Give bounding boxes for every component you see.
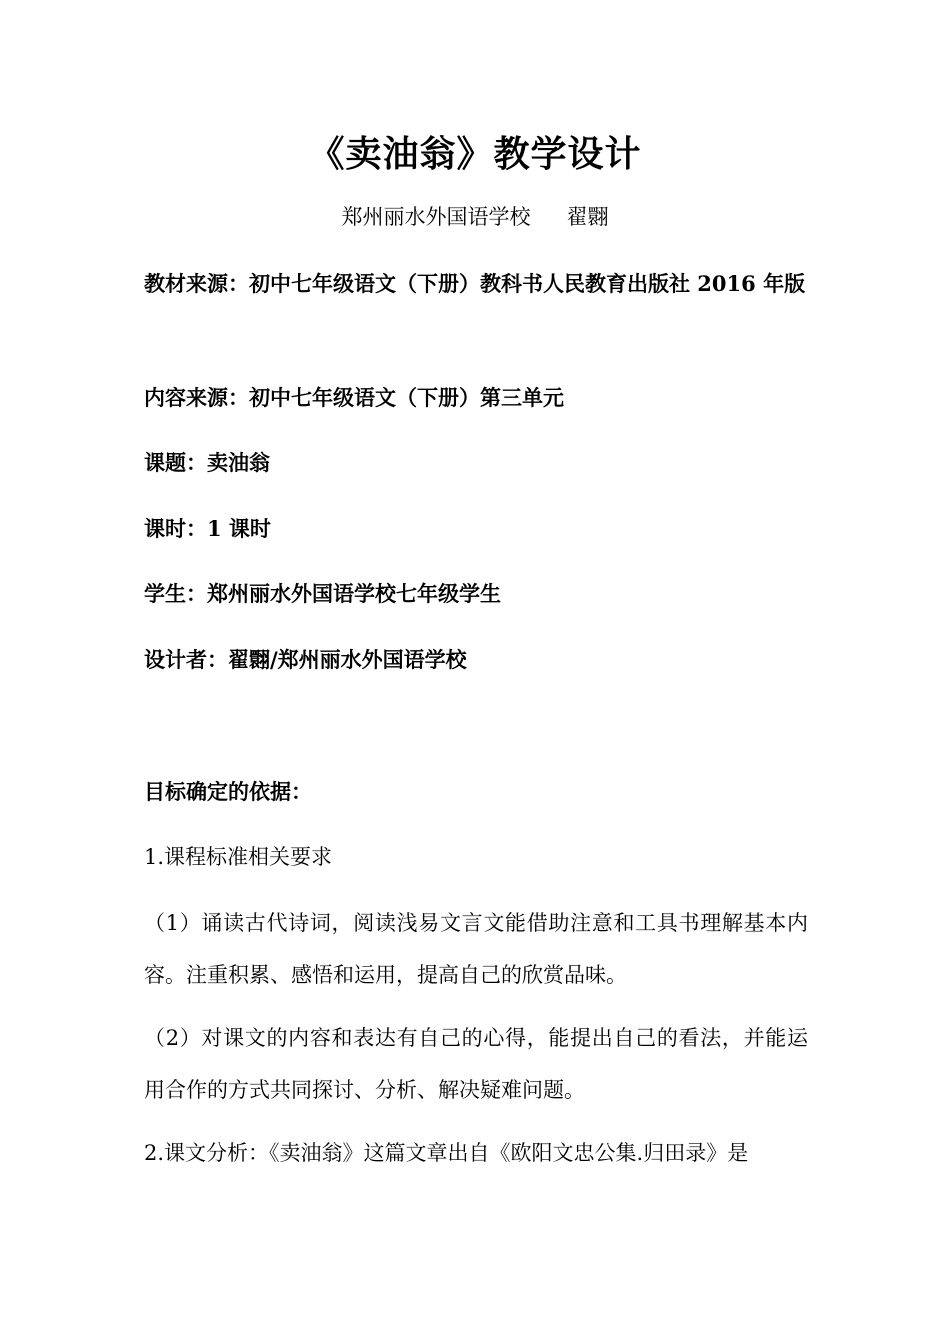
basis-heading: 目标确定的依据： [144, 779, 312, 804]
section2-text: 2.课文分析：《卖油翁》这篇文章出自《欧阳文忠公集.归田录》是 [144, 1141, 749, 1165]
info-students: 学生：郑州丽水外国语学校七年级学生 [144, 581, 501, 606]
requirement-2: （2）对课文的内容和表达有自己的心得，能提出自己的看法，并能运用合作的方式共同探讨、分析、解决疑难问题。 [144, 1026, 808, 1102]
info-source-content: 内容来源：初中七年级语文（下册）第三单元 [144, 385, 564, 410]
author-school: 郑州丽水外国语学校 [341, 205, 531, 229]
document-title: 《卖油翁》教学设计 [308, 133, 642, 175]
requirement-1: （1）诵读古代诗词，阅读浅易文言文能借助注意和工具书理解基本内容。注重积累、感悟和运用，提高自己的欣赏品味。 [144, 911, 808, 987]
section1-heading: 1.课程标准相关要求 [144, 845, 333, 869]
author-name: 翟翾 [566, 205, 609, 229]
info-duration: 课时：1 课时 [144, 516, 271, 541]
info-source-material: 教材来源：初中七年级语文（下册）教科书人民教育出版社 2016 年版 [144, 271, 806, 296]
author-line [0, 202, 950, 232]
info-designer: 设计者：翟翾/郑州丽水外国语学校 [144, 647, 467, 672]
info-topic: 课题：卖油翁 [144, 450, 270, 475]
